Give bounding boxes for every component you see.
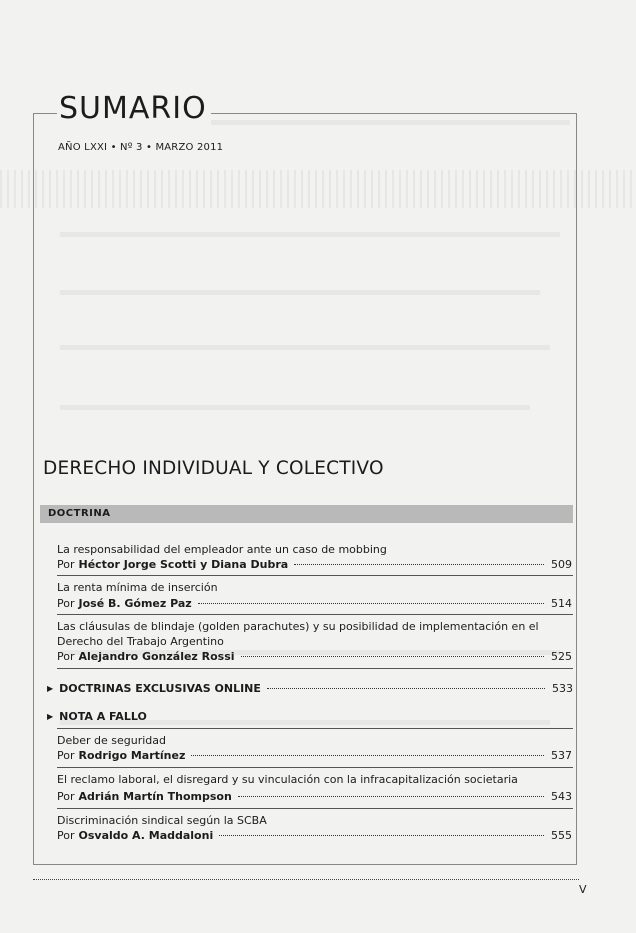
triangle-bullet-icon: ▶ [47, 684, 54, 693]
byline-prefix: Por [57, 790, 75, 803]
online-doctrines-link[interactable] [47, 681, 573, 697]
entry-byline[interactable] [57, 789, 572, 804]
leader-dots [219, 835, 544, 836]
leader-dots [294, 564, 544, 565]
page-title: SUMARIO [57, 92, 211, 126]
triangle-bullet-icon: ▶ [47, 712, 54, 721]
entry-author: José B. Gómez Paz [78, 597, 192, 610]
doctrina-header-bar [40, 505, 573, 523]
bleed-through-line [150, 120, 570, 125]
byline-prefix: Por [57, 558, 75, 571]
footer-dotted-rule [33, 879, 579, 880]
section-title: DERECHO INDIVIDUAL Y COLECTIVO [43, 458, 384, 479]
entry-author: Osvaldo A. Maddaloni [78, 829, 214, 842]
leader-dots [191, 755, 544, 756]
doctrina-label: DOCTRINA [48, 508, 111, 519]
byline-prefix: Por [57, 597, 75, 610]
entry-title[interactable]: El reclamo laboral, el disregard y su vinculación con la infracapitalización societaria [57, 773, 518, 786]
entry-page: 537 [551, 749, 572, 762]
entry-divider [57, 614, 573, 615]
entry-byline[interactable] [57, 828, 572, 843]
entry-author: Héctor Jorge Scotti y Diana Dubra [78, 558, 289, 571]
entry-byline[interactable] [57, 748, 572, 763]
entry-byline[interactable] [57, 557, 572, 572]
issue-line: AÑO LXXI • Nº 3 • MARZO 2011 [58, 142, 224, 153]
nota-a-fallo-heading [47, 709, 573, 725]
entry-divider [57, 767, 573, 768]
frame-top-right [192, 113, 577, 114]
byline-prefix: Por [57, 749, 75, 762]
bleed-through-line [60, 290, 540, 295]
entry-author: Rodrigo Martínez [78, 749, 186, 762]
entry-title[interactable]: Discriminación sindical según la SCBA [57, 814, 267, 827]
nota-a-fallo-label: NOTA A FALLO [59, 710, 147, 723]
entry-page: 525 [551, 650, 572, 663]
entry-divider [57, 808, 573, 809]
entry-divider [57, 668, 573, 669]
leader-dots [267, 688, 545, 689]
entry-title[interactable]: La renta mínima de inserción [57, 581, 218, 594]
entry-page: 514 [551, 597, 572, 610]
entry-page: 555 [551, 829, 572, 842]
entry-title[interactable]: Deber de seguridad [57, 734, 166, 747]
byline-prefix: Por [57, 829, 75, 842]
entry-page: 509 [551, 558, 572, 571]
leader-dots [238, 796, 544, 797]
page-number: V [579, 883, 587, 896]
entry-author: Adrián Martín Thompson [78, 790, 232, 803]
bleed-through-line [60, 405, 530, 410]
entry-divider [57, 728, 573, 729]
entry-author: Alejandro González Rossi [78, 650, 235, 663]
entry-page: 543 [551, 790, 572, 803]
leader-dots [241, 656, 544, 657]
entry-title[interactable]: Las cláusulas de blindaje (golden parachutes) y su posibilidad de implementación en el Derecho del Trabajo Argentino [57, 620, 539, 648]
bleed-through-line [60, 345, 550, 350]
online-page: 533 [552, 682, 573, 695]
online-label: DOCTRINAS EXCLUSIVAS ONLINE [59, 682, 261, 695]
leader-dots [198, 603, 544, 604]
bleed-through-band [0, 170, 636, 208]
bleed-through-line [60, 232, 560, 237]
entry-byline[interactable] [57, 649, 572, 664]
byline-prefix: Por [57, 650, 75, 663]
entry-divider [57, 575, 573, 576]
entry-byline[interactable] [57, 596, 572, 611]
entry-title[interactable]: La responsabilidad del empleador ante un caso de mobbing [57, 543, 387, 556]
